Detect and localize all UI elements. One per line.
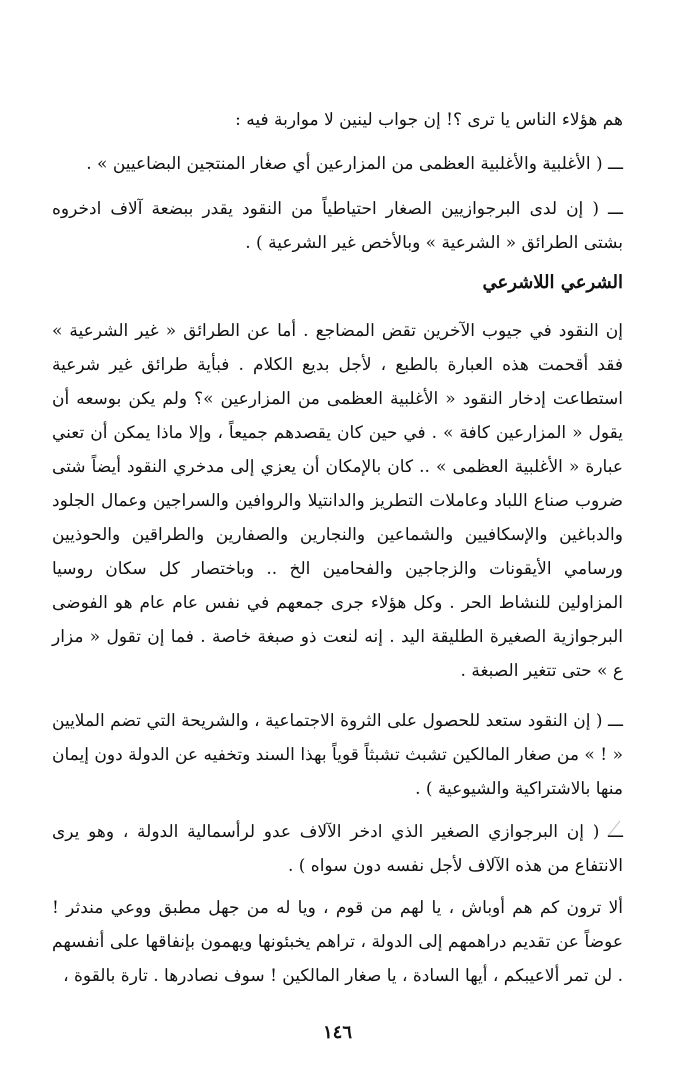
quote-savings: ـــ ( إن لدى البرجوازيين الصغار احتياطياً من النقود يقدر ببضعة آلاف ادخروه بشتى الطرائق « الشرعية » وبالأخص غير الشرعية ) .	[52, 199, 623, 253]
intro-line: هم هؤلاء الناس يا ترى ؟! إن جواب لينين لا مواربة فيه :	[235, 110, 623, 130]
quote-majority: ـــ ( الأغلبية والأغلبية العظمى من المزارعين أي صغار المنتجين البضاعيين » .	[86, 154, 623, 174]
quote-petty-bourgeois: ـــ ( إن البرجوازي الصغير الذي ادخر الآلاف عدو لرأسمالية الدولة ، وهو يرى الانتفاع من هذه الآلاف لأجل نفسه دون سواه ) .	[52, 822, 623, 876]
quote-small-owners: ـــ ( إن النقود ستعد للحصول على الثروة الاجتماعية ، والشريحة التي تضم الملايين « ! » من صغار المالكين تشبث تشبثاً قوياً بهذا السند وتخفيه عن الدولة دون إيمان منها بالاشتراكية والشيوعية ) .	[52, 711, 623, 799]
closing-paragraph: ألا ترون كم هم أوباش ، يا لهم من قوم ، ويا له من جهل مطبق ووعي مندثر ! عوضاً عن تقديم دراهمهم إلى الدولة ، تراهم يخبئونها ويهمون بإنفاقها على أنفسهم . لن تمر ألاعيبكم ، أيها السادة ، يا صغار المالكين ! سوف نصادرها . تارة بالقوة ،	[52, 898, 623, 986]
main-paragraph: إن النقود في جيوب الآخرين تقض المضاجع . أما عن الطرائق « غير الشرعية » فقد أقحمت هذه العبارة بالطبع ، لأجل بديع الكلام . فبأية طرائق غير شرعية استطاعت إدخار النقود « الأغلبية العظمى من المزارعين »؟ ولم يكن بوسعه أن يقول « المزارعين كافة » . في حين كان يقصدهم جميعاً ، وإلا ماذا يمكن أن تعني عبارة « الأغلبية العظمى » .. كان بالإمكان أن يعزي إلى مدخري النقود أيضاً شتى ضروب صناع اللباد وعاملات التطريز والدانتيلا والروافين والسراجين وعمال الجلود والدباغين والإسكافيين والشماعين والنجارين والصفارين والطراقين والحوذيين ورسامي الأيقونات والزجاجين والفحامين الخ .. وباختصار كل سكان روسيا المزاولين للنشاط الحر . وكل هؤلاء جرى جمعهم في نفس عام عام هو الفوضى البرجوازية الصغيرة الطليقة اليد . إنه لنعت ذو صبغة خاصة . فما إن تقول « مزار ع » حتى تتغير الصبغة .	[52, 321, 623, 681]
page-number: ١٤٦	[322, 1022, 352, 1043]
section-heading: الشرعي اللاشرعي	[482, 272, 623, 293]
